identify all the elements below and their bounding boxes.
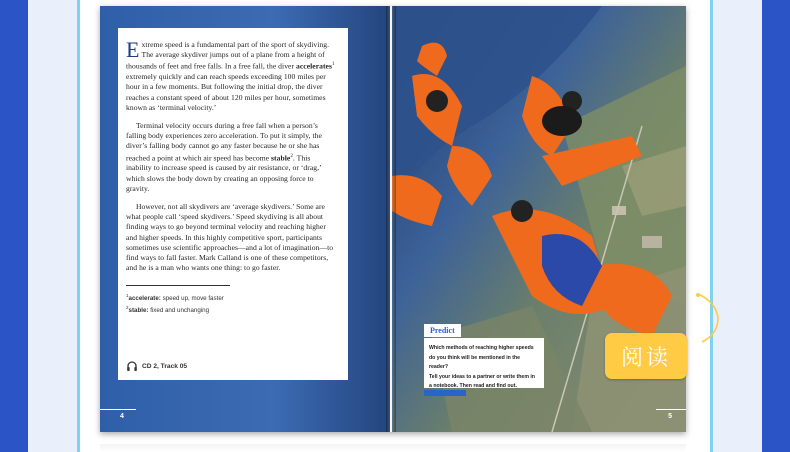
left-margin-strip xyxy=(28,0,77,452)
footnote-2 xyxy=(126,303,338,315)
footnote-ref: 2 xyxy=(290,153,293,159)
predict-line: do you think will be mentioned in the reader? xyxy=(429,354,521,371)
footnote-number: 1 xyxy=(126,293,129,299)
paragraph-text: extremely quickly and can reach speeds exceeding 100 miles per hour in a few moments. But following the initial drop, the diver reaches a constant speed of about 120 miles per hour, sometimes known as ‘terminal velocity.’ xyxy=(126,72,326,112)
predict-box xyxy=(424,338,544,388)
predict-line: Which methods of reaching higher speeds xyxy=(429,345,534,351)
footnote-term: stable: xyxy=(128,307,149,315)
footnote-1 xyxy=(126,291,338,303)
audio-track[interactable] xyxy=(126,360,187,372)
footnote-definition: speed up, move faster xyxy=(162,295,224,303)
read-button[interactable] xyxy=(605,333,687,379)
paragraph-3 xyxy=(126,202,338,273)
predict-line: a notebook. Then read and find out. xyxy=(429,383,517,390)
footnote-term: accelerate: xyxy=(128,295,161,303)
predict-accent-bar xyxy=(424,390,466,396)
dropcap: E xyxy=(126,37,140,62)
page-bottom-shadow xyxy=(100,444,686,452)
paragraph-text: However, not all skydivers are ‘average skydivers.’ Some are what people call ‘speed skydivers.’ Speed skydiving is all about finding ways to go beyond terminal velocity and reaching higher and higher speeds. In this highly competitive sport, participants sometimes use scientific approaches—and a lot of imagination—to find ways to fall faster. Mark Calland is one of these competitors, and he is a man who wants one thing: to go faster. xyxy=(126,201,334,273)
book-gutter xyxy=(386,6,396,432)
book-spread xyxy=(100,6,686,432)
page-rule xyxy=(100,409,136,410)
text-card xyxy=(118,28,348,380)
predict-line: Tell your ideas to a partner or write them in xyxy=(429,373,535,380)
predict-text xyxy=(429,344,540,392)
paragraph-1 xyxy=(126,37,338,113)
headphones-icon xyxy=(126,360,138,372)
footnote-ref: 1 xyxy=(331,62,335,68)
page-number-left: 4 xyxy=(120,413,124,420)
paragraph-text: xtreme speed is a fundamental part of the sport of skydiving. The average skydiver jumps out of a plane from a height of thousands of feet and free falls. In a free fall, the diver xyxy=(126,40,330,71)
footnote-divider xyxy=(126,285,230,286)
track-label: CD 2, Track 05 xyxy=(142,362,188,370)
glossary-term: stable xyxy=(271,153,291,163)
footnote-definition: fixed and unchanging xyxy=(150,307,210,315)
paragraph-text: Terminal velocity occurs during a free fall when a person’s falling body experiences zero acceleration. To put it simply, the diver’s falling body cannot go any faster because he or she has reached a point at which air speed has become xyxy=(126,120,322,163)
page-number-right: 5 xyxy=(668,413,672,420)
left-page xyxy=(100,6,390,432)
predict-tab: Predict xyxy=(424,324,461,337)
right-margin-strip xyxy=(713,0,762,452)
paragraph-text: . This inability to increase speed is caused by air resistance, or ‘drag,’ which slows the body down by creating an opposing force to gravity. xyxy=(126,153,322,193)
footnote-number: 2 xyxy=(126,305,129,311)
page-rule xyxy=(656,409,686,410)
read-button-label: 阅读 xyxy=(620,345,671,371)
paragraph-2 xyxy=(126,121,338,194)
glossary-term: accelerates xyxy=(296,61,332,71)
